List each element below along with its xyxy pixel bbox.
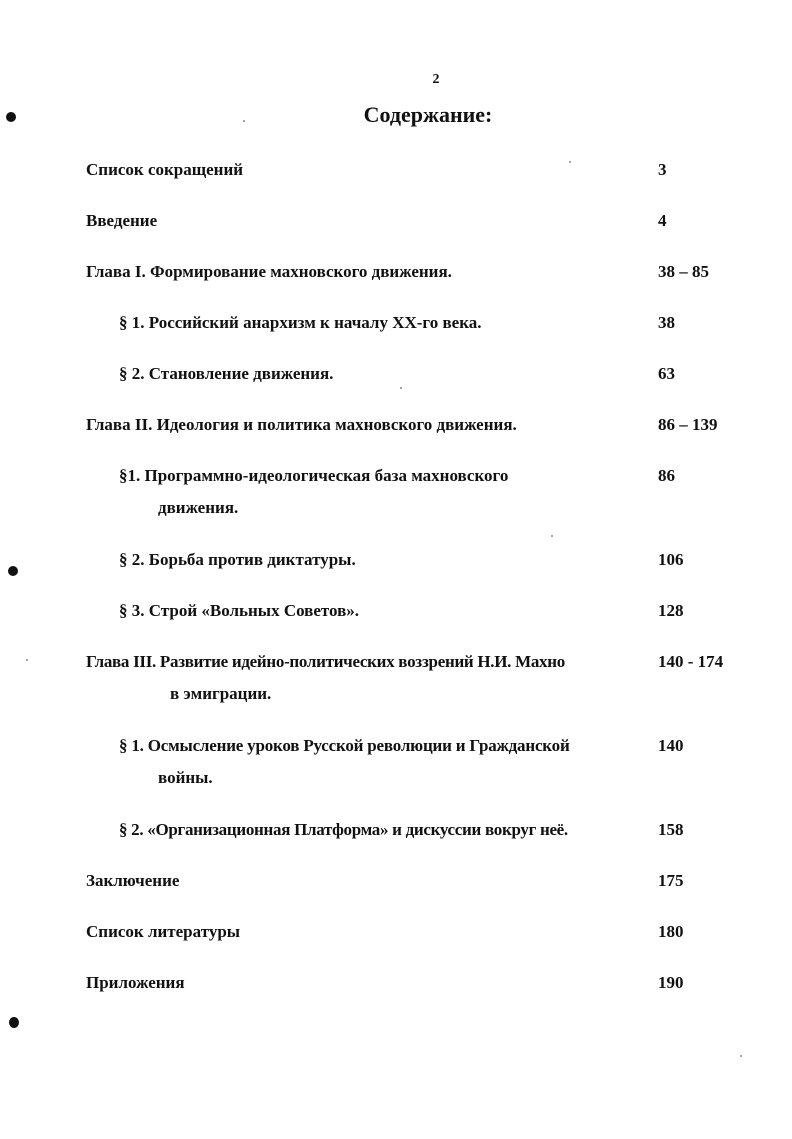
toc-entry-label: Глава III. Развитие идейно-политических воззрений Н.И. Махно [86,652,565,671]
toc-entry-page: 86 – 139 [658,415,718,434]
toc-entry-page: 190 [658,973,684,992]
toc-entry-page: 128 [658,601,684,620]
toc-entry-label: § 1. Осмысление уроков Русской революции и Гражданской [119,736,570,755]
toc-entry-page: 86 [658,466,675,485]
toc-entry-label: § 3. Строй «Вольных Советов». [119,601,360,620]
toc-entry-page: 38 – 85 [658,262,709,281]
toc-entry-label: Глава II. Идеология и политика махновского движения. [86,415,517,434]
toc-entry-label: § 2. «Организационная Платформа» и дискуссии вокруг неё. [119,820,568,839]
scan-speck [551,535,553,537]
scan-speck [26,659,28,661]
toc-entry-page: 4 [658,211,667,230]
scan-speck [569,161,571,163]
toc-entry-label: § 1. Российский анархизм к началу ХХ-го века. [119,313,482,332]
toc-entry-label: Приложения [86,973,185,992]
toc-entry-label: § 2. Становление движения. [119,364,334,383]
toc-entry-page: 106 [658,550,684,569]
toc-entry-label: Список литературы [86,922,241,941]
toc-entry-label: §1. Программно-идеологическая база махновского [119,466,509,485]
binder-hole-mark [8,566,18,576]
scan-speck [740,1055,742,1057]
page-number: 2 [432,72,440,87]
toc-entry-label-continuation: движения. [158,498,239,517]
toc-entry-page: 38 [658,313,675,332]
toc-entry-label-continuation: войны. [158,768,213,787]
toc-entry-page: 63 [658,364,675,383]
toc-entry-label: Заключение [86,871,180,890]
toc-entry-label: Введение [86,211,158,230]
toc-title: Содержание: [363,102,493,127]
toc-entry-page: 3 [658,160,667,179]
toc-entry-page: 180 [658,922,684,941]
binder-hole-mark [6,112,16,122]
toc-entry-label-continuation: в эмиграции. [170,684,272,703]
toc-entry-label: Глава I. Формирование махновского движения. [86,262,452,281]
toc-entry-page: 140 [658,736,684,755]
binder-hole-mark [9,1017,19,1028]
toc-entry-page: 158 [658,820,684,839]
scan-speck [243,120,245,122]
toc-entry-page: 175 [658,871,684,890]
toc-entry-label: Список сокращений [86,160,244,179]
toc-entry-label: § 2. Борьба против диктатуры. [119,550,356,569]
toc-entry-page: 140 - 174 [658,652,724,671]
scan-speck [400,387,402,389]
